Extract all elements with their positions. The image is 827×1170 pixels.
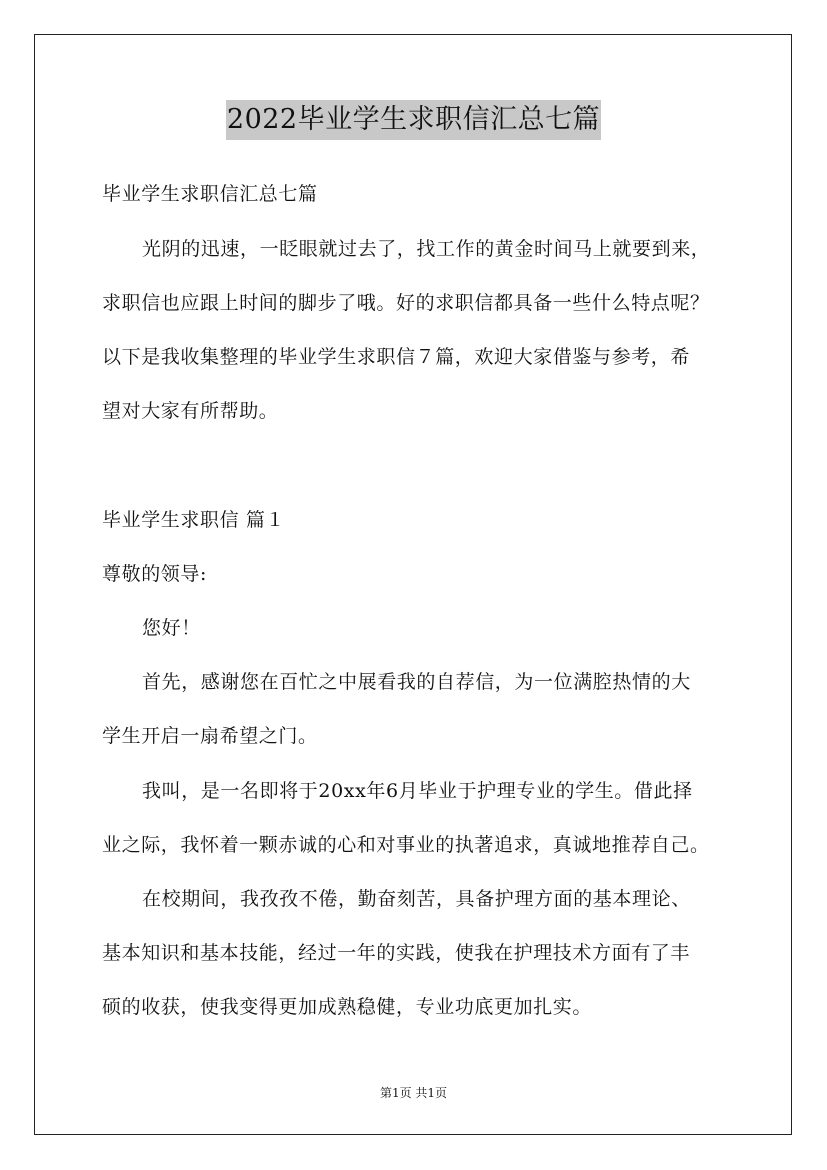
paragraph-line: 业之际，我怀着一颗赤诚的心和对事业的执著追求，真诚地推荐自己。 [102, 834, 710, 856]
paragraph-line: 硕的收获，使我变得更加成熟稳健，专业功底更加扎实。 [102, 996, 593, 1018]
paragraph-line: 我叫，是一名即将于20xx年6月毕业于护理专业的学生。借此择 [142, 780, 693, 802]
paragraph-line: 学生开启一扇希望之门。 [102, 725, 318, 747]
greeting: 您好！ [142, 617, 201, 639]
paragraph-line: 首先，感谢您在百忙之中展看我的自荐信，为一位满腔热情的大 [142, 671, 691, 693]
paragraph-line: 以下是我收集整理的毕业学生求职信７篇，欢迎大家借鉴与参考，希 [102, 346, 691, 368]
paragraph-line: 在校期间，我孜孜不倦，勤奋刻苦，具备护理方面的基本理论、 [142, 888, 691, 910]
salutation: 尊敬的领导: [102, 563, 208, 585]
paragraph-line: 求职信也应跟上时间的脚步了哦。好的求职信都具备一些什么特点呢？ [102, 292, 710, 314]
document-title: 2022毕业学生求职信汇总七篇 [226, 100, 601, 140]
page-footer: 第1页 共1页 [379, 1086, 448, 1100]
subtitle-line: 毕业学生求职信汇总七篇 [102, 183, 318, 205]
paragraph-line: 望对大家有所帮助。 [102, 400, 279, 422]
title-container [0, 100, 827, 140]
section-heading: 毕业学生求职信 篇１ [102, 509, 286, 531]
paragraph-line: 光阴的迅速，一眨眼就过去了，找工作的黄金时间马上就要到来， [142, 238, 711, 260]
paragraph-line: 基本知识和基本技能，经过一年的实践，使我在护理技术方面有了丰 [102, 942, 691, 964]
